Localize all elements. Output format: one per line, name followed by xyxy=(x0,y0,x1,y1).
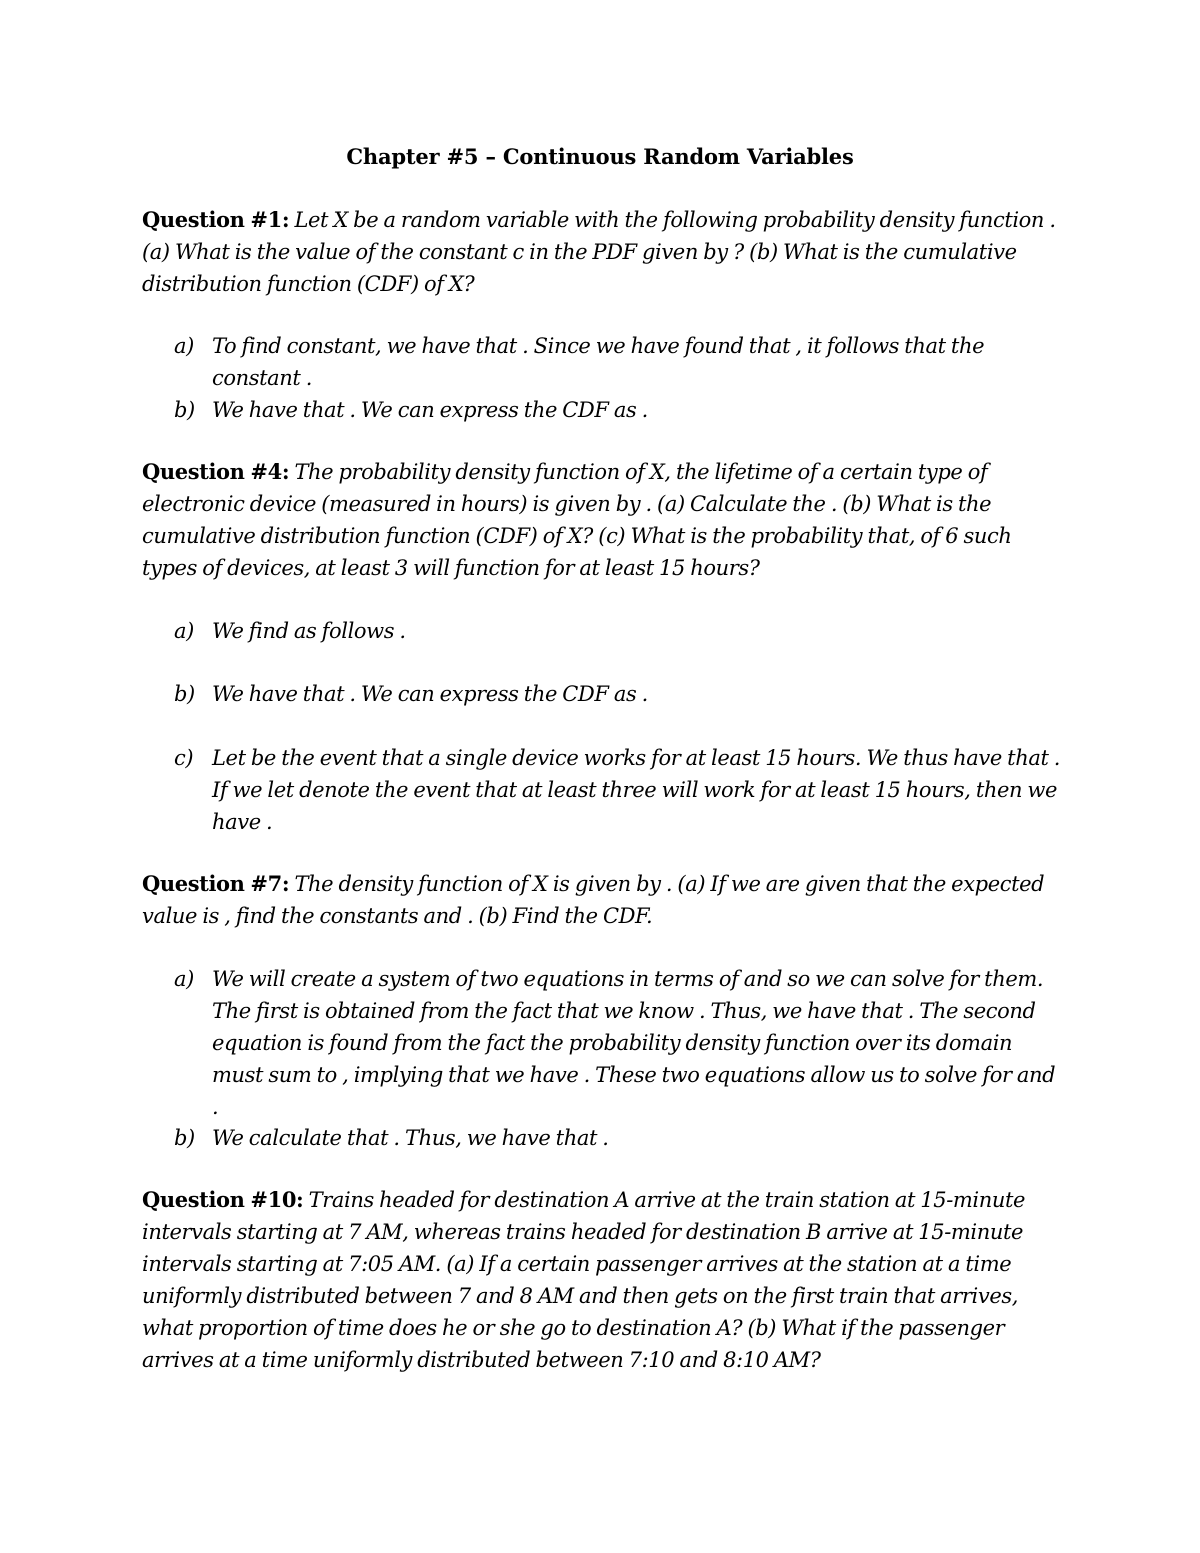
answer-marker: b) xyxy=(174,398,195,422)
chapter-title: Chapter #5 – Continuous Random Variables xyxy=(346,144,854,169)
question-1-text: Let X be a random variable with the following probability density function . (a) What is the value of the constant c in the PDF given by ? (b) What is the cumulative distribution function (CDF) of X? xyxy=(142,208,1056,296)
answer-text: We have that . We can express the CDF as . xyxy=(212,682,648,706)
question-4-label: Question #4: xyxy=(142,459,290,484)
question-10-label: Question #10: xyxy=(142,1187,304,1212)
question-4-answer-b xyxy=(174,678,1064,710)
question-1-answer-b xyxy=(174,394,1064,426)
answer-marker: b) xyxy=(174,682,195,706)
answer-marker: a) xyxy=(174,967,194,991)
question-10-text: Trains headed for destination A arrive at the train station at 15-minute intervals starting at 7 AM, whereas trains headed for destination B arrive at 15-minute intervals starting at 7:05 AM. (a) If a certain passenger arrives at the station at a time uniformly distributed between 7 and 8 AM and then gets on the first train that arrives, what proportion of time does he or she go to destination A? (b) What if the passenger arrives at a time uniformly distributed between 7:10 and 8:10 AM? xyxy=(142,1188,1026,1372)
answer-text: We have that . We can express the CDF as . xyxy=(212,398,648,422)
question-7-label: Question #7: xyxy=(142,871,290,896)
answer-marker: c) xyxy=(174,746,194,770)
question-1-label: Question #1: xyxy=(142,207,290,232)
question-7-answer-b xyxy=(174,1122,1064,1154)
answer-text: We will create a system of two equations in terms of and so we can solve for them. The first is obtained from the fact that we know . Thus, we have that . The second equation is found from the fact the probability density function over its domain must sum to , implying that we have . These two equations allow us to solve for and . xyxy=(212,967,1056,1119)
question-1-answer-a xyxy=(174,330,1064,394)
answer-marker: b) xyxy=(174,1126,195,1150)
answer-text: To find constant, we have that . Since we have found that , it follows that the constant . xyxy=(212,334,985,390)
question-4-text: The probability density function of X, the lifetime of a certain type of electronic device (measured in hours) is given by . (a) Calculate the . (b) What is the cumulative distribution function (CDF) of X? (c) What is the probability that, of 6 such types of devices, at least 3 will function for at least 15 hours? xyxy=(142,460,1012,580)
question-10 xyxy=(142,1184,1062,1376)
answer-marker: a) xyxy=(174,334,194,358)
answer-text: Let be the event that a single device works for at least 15 hours. We thus have that . If we let denote the event that at least three will work for at least 15 hours, then we have . xyxy=(212,746,1061,834)
answer-text: We calculate that . Thus, we have that . xyxy=(212,1126,609,1150)
question-7-answer-a xyxy=(174,963,1064,1123)
question-4-answer-a xyxy=(174,615,1064,647)
question-7 xyxy=(142,868,1062,932)
answer-marker: a) xyxy=(174,619,194,643)
question-1 xyxy=(142,204,1062,300)
question-4-answer-c xyxy=(174,742,1064,838)
question-4 xyxy=(142,456,1062,584)
answer-text: We find as follows . xyxy=(212,619,406,643)
question-7-text: The density function of X is given by . (a) If we are given that the expected value is , find the constants and . (b) Find the CDF. xyxy=(142,872,1045,928)
